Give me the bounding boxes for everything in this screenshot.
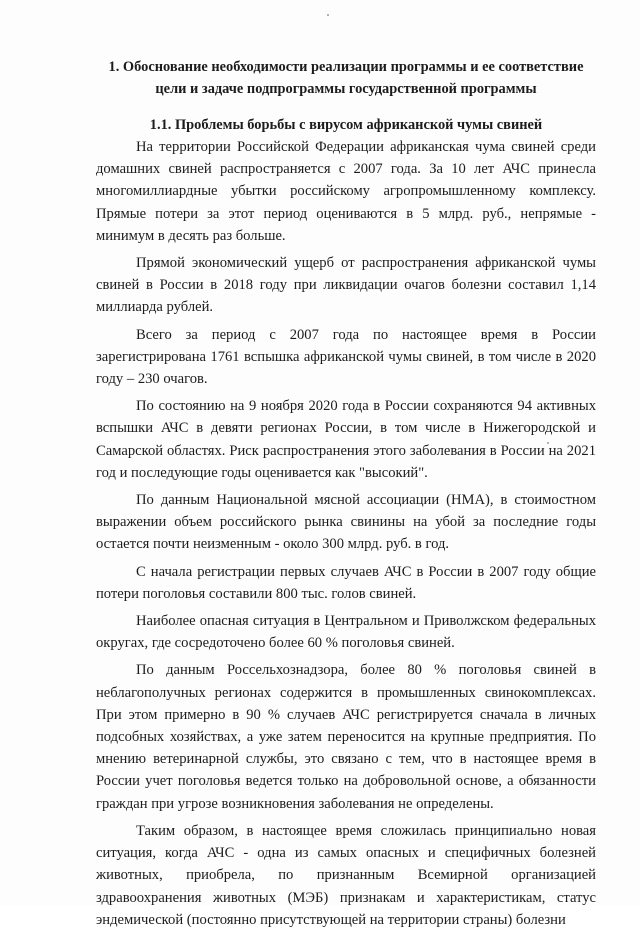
document-body bbox=[96, 56, 596, 936]
paragraph: По данным Национальной мясной ассоциации (НМА), в стоимостном выражении объем российского рынка свинины на убой за последние годы остается почти неизменным - около 300 млрд. руб. в год. bbox=[96, 492, 596, 553]
paragraph: Прямой экономический ущерб от распространения африканской чумы свиней в России в 2018 году при ликвидации очагов болезни составил 1,14 миллиарда рублей. bbox=[96, 255, 596, 316]
paragraph: Всего за период с 2007 года по настоящее время в России зарегистрирована 1761 вспышка африканской чумы свиней, в том числе в 2020 году – 230 очагов. bbox=[96, 326, 596, 388]
subsection-title: 1.1. Проблемы борьбы с вирусом африканской чумы свиней bbox=[149, 117, 543, 133]
paragraph: Наиболее опасная ситуация в Центральном и Приволжском федеральных округах, где сосредоточено более 60 % поголовья свиней. bbox=[96, 613, 596, 652]
paragraph: С начала регистрации первых случаев АЧС в России в 2007 году общие потери поголовья составили 800 тыс. голов свиней. bbox=[96, 563, 596, 602]
scan-speck bbox=[327, 14, 329, 16]
paragraph: На территории Российской Федерации африканская чума свиней среди домашних свиней распространяется с 2007 года. За 10 лет АЧС принесла многомиллиардные убытки российскому агропромышленному комплексу. Прямые потери за этот период оцениваются в 5 млрд. руб., непрямые - минимум в десять раз больше. bbox=[96, 139, 596, 244]
paragraph: По данным Россельхознадзора, более 80 % поголовья свиней в неблагополучных регионах содержится в промышленных свинокомплексах. При этом примерно в 90 % случаев АЧС регистрируется сначала в личных подсобных хозяйствах, а уже затем переносится на крупные предприятия. По мнению ветеринарной службы, это связано с тем, что в настоящее время в России учет поголовья ведется только на добровольной основе, а обязанности граждан при угрозе возникновения заболевания не определены. bbox=[96, 662, 596, 812]
paragraph: Таким образом, в настоящее время сложилась принципиально новая ситуация, когда АЧС - одна из самых опасных и специфичных болезней животных, приобрела, по признанным Всемирной организацией здравоохранения животных (МЭБ) признакам и характеристикам, статус эндемической (постоянно присутствующей на территории страны) болезни bbox=[96, 822, 596, 928]
paragraph: По состоянию на 9 ноября 2020 года в России сохраняются 94 активных вспышки АЧС в девяти регионах России, в том числе в Нижегородской и Самарской областях. Риск распространения этого заболевания в России на 2021 год и последующие годы оценивается как "высокий". bbox=[96, 398, 596, 481]
section-title: 1. Обоснование необходимости реализации программы и ее соответствие цели и задаче подпрограммы государственной программы bbox=[108, 59, 584, 97]
